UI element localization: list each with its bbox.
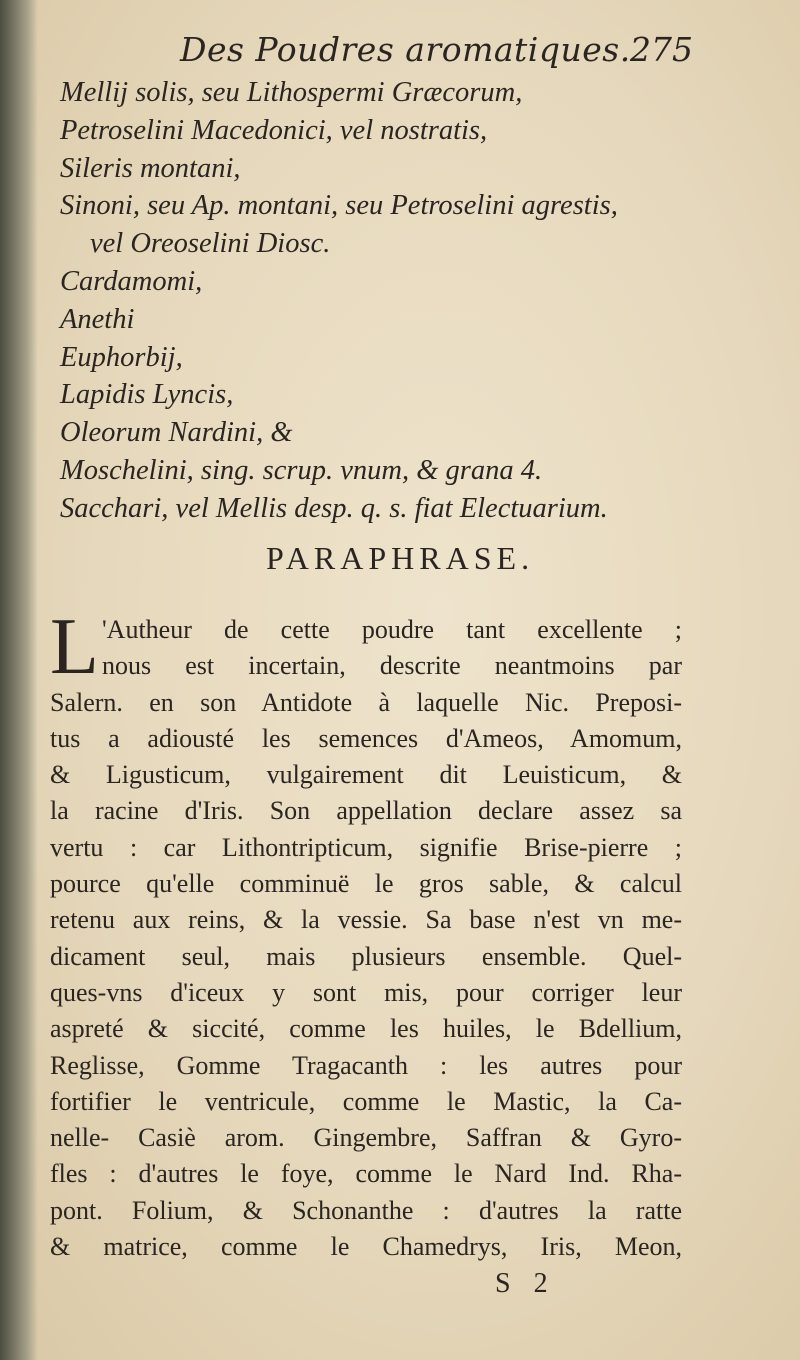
binding-gutter: [0, 0, 38, 1360]
page-number: 275: [630, 30, 693, 69]
text-line: fortifier le ventricule, comme le Mastic, la Ca-: [50, 1086, 682, 1116]
recipe-line: Sinoni, seu Ap. montani, seu Petroselini agrestis,: [60, 190, 618, 222]
recipe-line: Euphorbij,: [60, 341, 183, 373]
text-line: tus a adiousté les semences d'Ameos, Amomum,: [50, 723, 682, 753]
text-line: & Ligusticum, vulgairement dit Leuisticum, &: [50, 760, 682, 790]
recipe-line: Cardamomi,: [60, 265, 203, 297]
text-line: Salern. en son Antidote à laquelle Nic. Preposi-: [50, 687, 682, 717]
text-line: vertu : car Lithontripticum, signifie Brise-pierre ;: [50, 832, 682, 862]
recipe-line: vel Oreoselini Diosc.: [90, 228, 331, 260]
section-title: PARAPHRASE.: [265, 540, 535, 576]
text-line: 'Autheur de cette poudre tant excellente ;: [102, 615, 682, 644]
recipe-line: Sileris montani,: [60, 152, 241, 184]
recipe-line: Moschelini, sing. scrup. vnum, & grana 4.: [60, 454, 543, 486]
text-line: pont. Folium, & Schonanthe : d'autres la ratte: [50, 1195, 682, 1225]
text-line: nelle- Casiè arom. Gingembre, Saffran & Gyro-: [50, 1123, 682, 1153]
text-line: aspreté & siccité, comme les huiles, le Bdellium,: [50, 1014, 682, 1044]
recipe-list: [60, 74, 780, 528]
recipe-line: Mellij solis, seu Lithospermi Græcorum,: [60, 77, 523, 108]
recipe-line: Lapidis Lyncis,: [60, 379, 234, 411]
text-line: pource qu'elle comminuë le gros sable, & calcul: [50, 869, 682, 899]
text-line: la racine d'Iris. Son appellation declare assez sa: [50, 796, 682, 826]
drop-cap: L: [50, 603, 99, 691]
page-header: [0, 28, 800, 72]
running-title: Des Poudres aromatiques.: [180, 30, 631, 69]
recipe-line: Oleorum Nardini, &: [60, 417, 293, 449]
text-line: nous est incertain, descrite neantmoins par: [102, 651, 682, 681]
recipe-line: Petroselini Macedonici, vel nostratis,: [60, 114, 488, 146]
text-line: dicament seul, mais plusieurs ensemble. Quel-: [50, 941, 682, 971]
text-line: retenu aux reins, & la vessie. Sa base n'est vn me-: [50, 905, 682, 935]
signature-mark: S 2: [495, 1268, 556, 1299]
text-line: Reglisse, Gomme Tragacanth : les autres pour: [50, 1050, 682, 1080]
text-line: fles : d'autres le foye, comme le Nard Ind. Rha-: [50, 1159, 682, 1189]
text-line: & matrice, comme le Chamedrys, Iris, Meon,: [50, 1232, 682, 1262]
recipe-line: Sacchari, vel Mellis desp. q. s. fiat Electuarium.: [60, 492, 608, 524]
paraphrase-text: [50, 603, 682, 1265]
recipe-line: Anethi: [60, 303, 135, 335]
text-line: ques-vns d'iceux y sont mis, pour corriger leur: [50, 977, 682, 1007]
